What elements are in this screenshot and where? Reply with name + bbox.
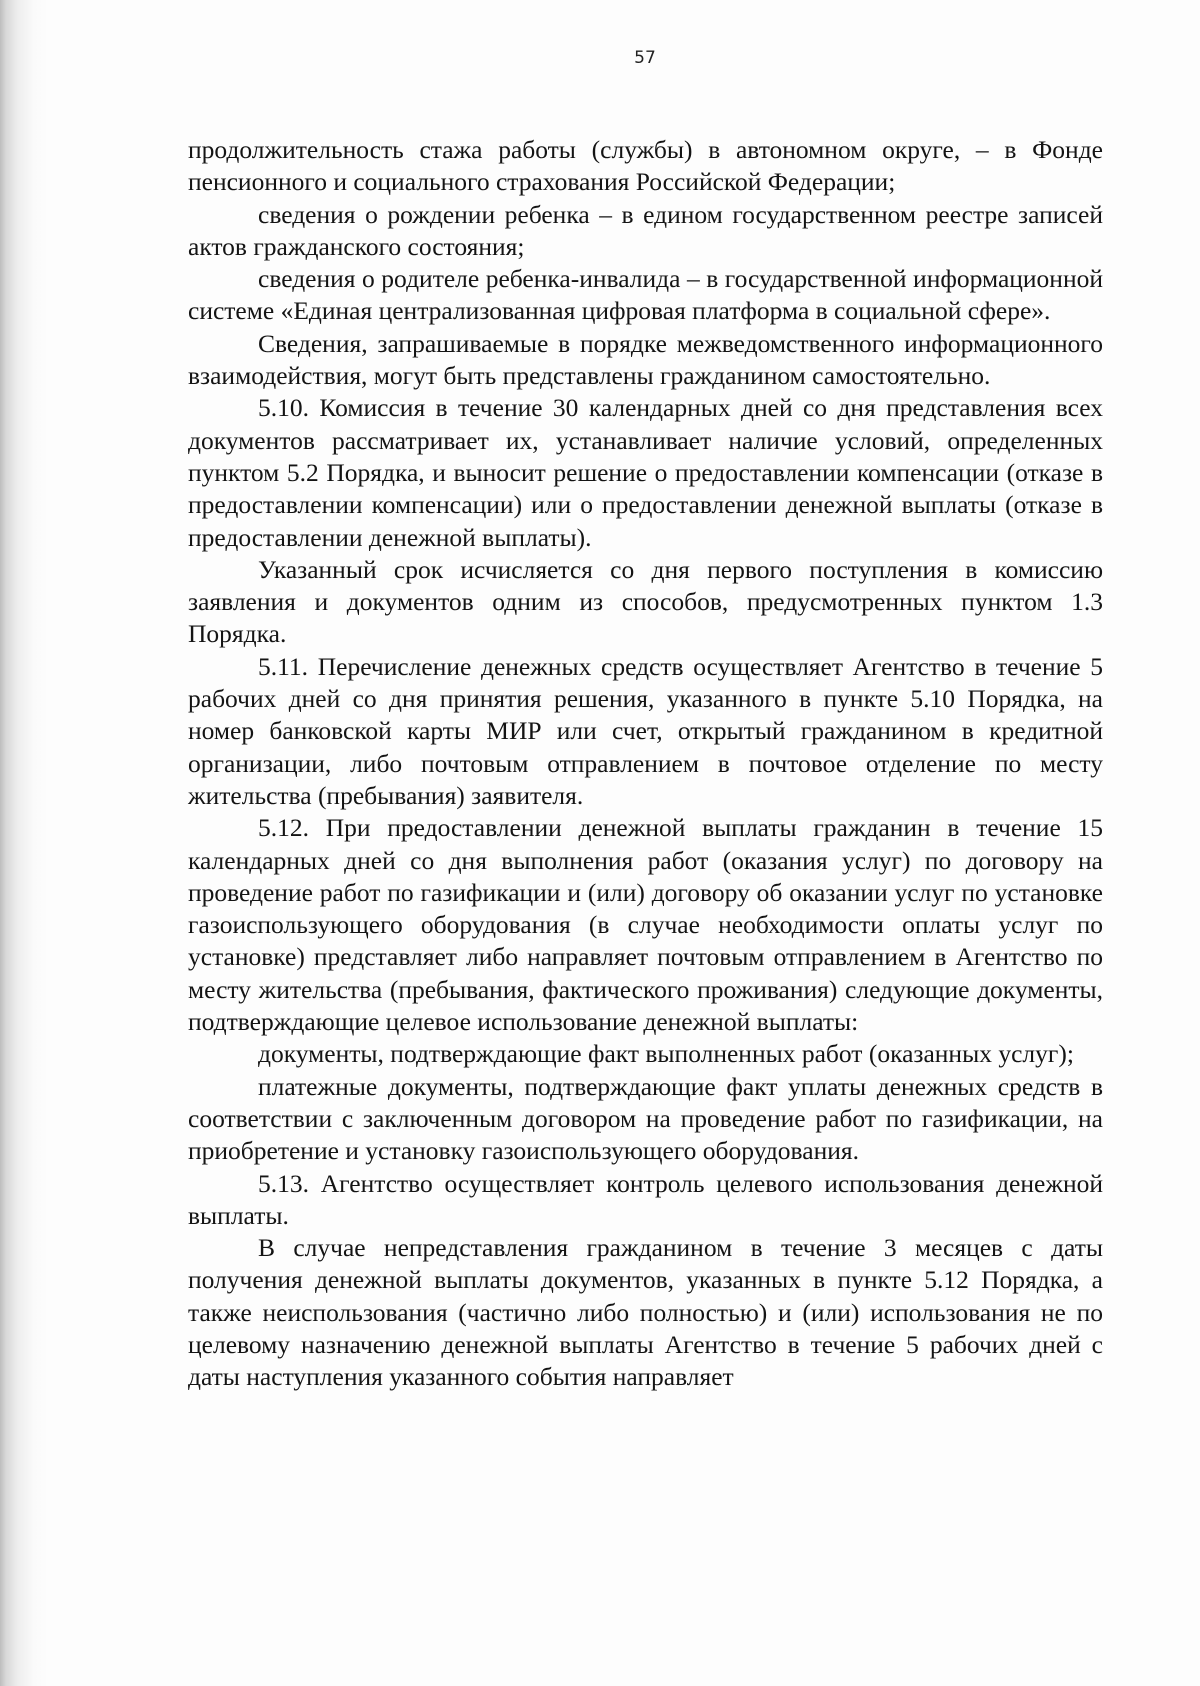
paragraph-term: Указанный срок исчисляется со дня первого поступления в комиссию заявления и документов одним из способов, предусмотренных пунктом 1.3 Порядка. [188,554,1103,649]
paragraph-parent-info: сведения о родителе ребенка-инвалида – в государственной информационной системе «Единая централизованная цифровая платформа в социальной сфере». [188,264,1103,326]
page-number: 57 [634,48,656,68]
paragraph-birth-info: сведения о рождении ребенка – в едином государственном реестре записей актов гражданского состояния; [188,199,1103,261]
paragraph-continuation: продолжительность стажа работы (службы) в автономном округе, – в Фонде пенсионного и социального страхования Российской Федерации; [188,135,1103,197]
paragraph-work-docs: документы, подтверждающие факт выполненных работ (оказанных услуг); [258,1039,1074,1069]
paragraph-clause-5-10: 5.10. Комиссия в течение 30 календарных дней со дня представления всех документов рассматривает их, устанавливает наличие условий, определенных пунктом 5.2 Порядка, и выносит решение о предоставлении компенсации (отказе в предоставлении компенсации) или о предоставлении денежной выплаты (отказе в предоставлении денежной выплаты). [188,393,1103,552]
paragraph-clause-5-12: 5.12. При предоставлении денежной выплаты гражданин в течение 15 календарных дней со дня выполнения работ (оказания услуг) по договору на проведение работ по газификации и (или) договору об оказании услуг по установке газоиспользующего оборудования (в случае необходимости оплаты услуг по установке) представляет либо направляет почтовым отправлением в Агентство по месту жительства (пребывания, фактического проживания) следующие документы, подтверждающие целевое использование денежной выплаты: [188,813,1103,1037]
paragraph-clause-5-11: 5.11. Перечисление денежных средств осуществляет Агентство в течение 5 рабочих дней со дня принятия решения, указанного в пункте 5.10 Порядка, на номер банковской карты МИР или счет, открытый гражданином в кредитной организации, либо почтовым отправлением в почтовое отделение по месту жительства (пребывания) заявителя. [188,651,1103,810]
paragraph-interagency: Сведения, запрашиваемые в порядке межведомственного информационного взаимодействия, могут быть представлены гражданином самостоятельно. [188,328,1103,391]
scan-edge-shadow [0,0,48,1686]
document-body [188,134,1103,1394]
paragraph-clause-5-13: 5.13. Агентство осуществляет контроль целевого использования денежной выплаты. [188,1168,1103,1230]
paragraph-payment-docs: платежные документы, подтверждающие факт уплаты денежных средств в соответствии с заключенным договором на проведение работ по газификации, на приобретение и установку газоиспользующего оборудования. [188,1071,1103,1166]
paragraph-non-submission: В случае непредставления гражданином в течение 3 месяцев с даты получения денежной выплаты документов, указанных в пункте 5.12 Порядка, а также неиспользования (частично либо полностью) и (или) использования не по целевому назначению денежной выплаты Агентство в течение 5 рабочих дней с даты наступления указанного события направляет [188,1233,1103,1392]
